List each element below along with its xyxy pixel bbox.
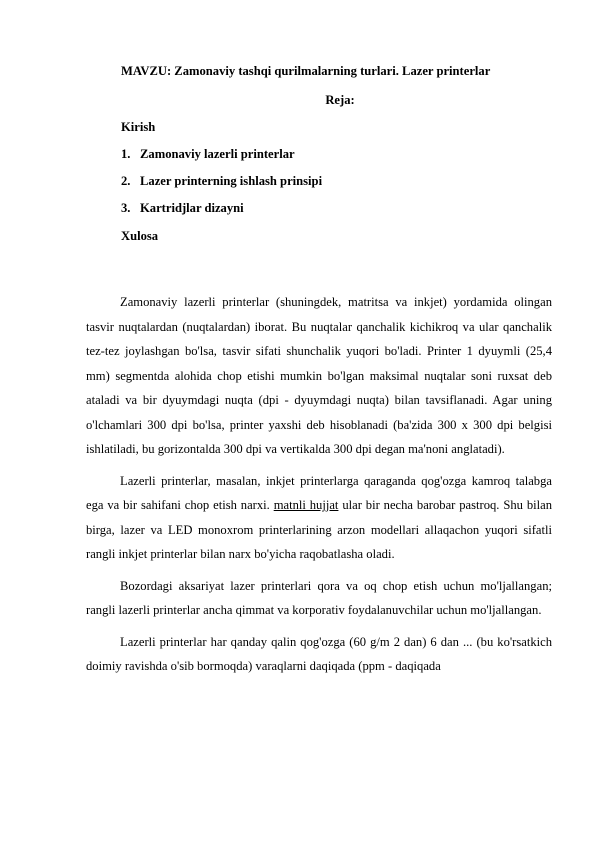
plan-item-number: 3. xyxy=(121,201,131,215)
document-body xyxy=(86,290,552,686)
plan-item-label: Kirish xyxy=(121,120,156,134)
paragraph-2-text-start: Lazerli printerlar, masalan, inkjet printerlarga qaraganda qog'ozga kamroq talabga ega va bir sahifani chop etish narxi. xyxy=(86,473,552,512)
paragraph-2 xyxy=(86,469,552,567)
plan-heading: Reja: xyxy=(325,93,355,107)
plan-item-label: Lazer printerning ishlash prinsipi xyxy=(140,174,323,188)
plan-item-2 xyxy=(121,172,322,190)
plan-item-number: 2. xyxy=(121,174,131,188)
plan-item-label: Kartridjlar dizayni xyxy=(140,201,244,215)
paragraph-3: Bozordagi aksariyat lazer printerlari qora va oq chop etish uchun mo'ljallangan; rangli lazerli printerlar ancha qimmat va korporativ foydalanuvchilar uchun mo'ljallangan. xyxy=(86,578,552,617)
plan-item-1 xyxy=(121,145,295,163)
plan-item-label: Xulosa xyxy=(121,229,159,243)
paragraph-1: Zamonaviy lazerli printerlar (shuningdek, matritsa va inkjet) yordamida olingan tasvir nuqtalardan (nuqtalardan) iborat. Bu nuqtalar qanchalik kichikroq va ular qanchalik tez-tez joylashgan bo'lsa, tasvir sifati shunchalik yuqori bo'ladi. Printer 1 dyuymli (25,4 mm) segmentda alohida chop etishi mumkin bo'lgan maksimal nuqtalar soni ruxsat deb ataladi va bir dyuymdagi nuqta (dpi - dyuymdagi nuqta) bilan tavsiflanadi. Agar uning o'lchamlari 300 dpi bo'lsa, printer yaxshi deb hisoblanadi (ba'zida 300 x 300 dpi belgisi ishlatiladi, bu gorizontalda 300 dpi va vertikalda 300 dpi degan ma'noni anglatadi). xyxy=(86,295,552,456)
plan-item-number: 1. xyxy=(121,147,131,161)
text-document-link[interactable]: matnli hujjat xyxy=(273,498,339,512)
plan-item-intro xyxy=(121,118,155,136)
plan-item-conclusion xyxy=(121,227,158,245)
plan-item-3 xyxy=(121,199,244,217)
paragraph-4: Lazerli printerlar har qanday qalin qog'ozga (60 g/m 2 dan) 6 dan ... (bu ko'rsatkich doimiy ravishda o'sib bormoqda) varaqlarni daqiqada (ppm - daqiqada xyxy=(86,634,552,673)
paragraph-2-text-end: ular bir necha barobar pastroq. Shu bilan birga, lazer va LED monoxrom printerlarining arzon modellari allaqachon yuqori sifatli rangli inkjet printerlar bilan narx bo'yicha raqobatlasha oladi. xyxy=(86,498,552,561)
plan-item-label: Zamonaviy lazerli printerlar xyxy=(140,147,295,161)
document-title: MAVZU: Zamonaviy tashqi qurilmalarning turlari. Lazer printerlar xyxy=(121,64,491,78)
